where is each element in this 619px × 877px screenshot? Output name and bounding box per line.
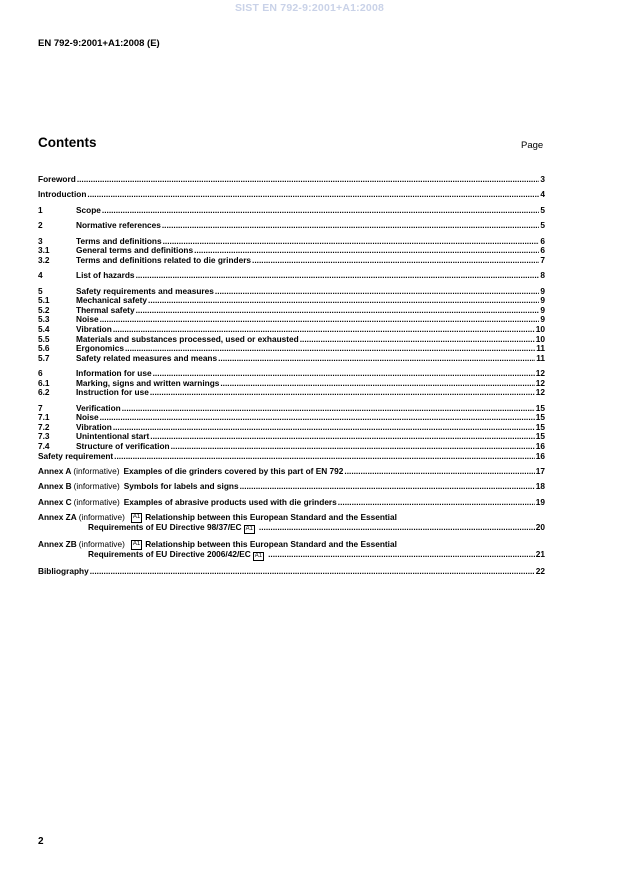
toc-page: 10 — [535, 323, 545, 334]
toc-page: 12 — [535, 368, 545, 379]
toc-page: 9 — [540, 314, 545, 325]
toc-entry-6-2[interactable] — [38, 388, 545, 398]
toc-entry-2[interactable] — [38, 221, 545, 231]
amendment-end-marker: A1 — [254, 552, 263, 559]
toc-title: Safety related measures and means — [76, 352, 218, 363]
toc-title-line2: Requirements of EU Directive 2006/42/EC — [88, 548, 251, 559]
toc-entry-5-3[interactable] — [38, 315, 545, 325]
leader-dots — [220, 379, 534, 389]
toc-number: 7.2 — [38, 421, 50, 432]
toc-number: 3 — [38, 235, 43, 246]
leader-dots — [150, 432, 534, 442]
toc-entry-annex-a[interactable] — [38, 467, 545, 477]
leader-dots — [136, 306, 540, 316]
leader-dots — [102, 206, 539, 216]
toc-entry-bibliography[interactable] — [38, 567, 545, 577]
toc-entry-7-1[interactable] — [38, 413, 545, 423]
toc-title: Vibration — [76, 421, 112, 432]
toc-entry-3-2[interactable] — [38, 256, 545, 266]
toc-entry-4[interactable] — [38, 271, 545, 281]
toc-title: Structure of verification — [76, 441, 170, 452]
toc-number: 6.1 — [38, 377, 50, 388]
toc-page: 11 — [536, 343, 545, 354]
toc-title: Scope — [76, 204, 101, 215]
toc-page: 15 — [535, 431, 545, 442]
toc-page: 9 — [540, 285, 545, 296]
toc-title: Information for use — [76, 368, 152, 379]
toc-page: 6 — [540, 235, 545, 246]
toc-title: Vibration — [76, 323, 112, 334]
leader-dots — [113, 423, 535, 433]
leader-dots — [252, 256, 539, 266]
amendment-end-marker: A1 — [245, 526, 253, 533]
toc-page: 20 — [535, 522, 545, 533]
toc-number: 7.1 — [38, 412, 50, 423]
toc-title-line2: Requirements of EU Directive 98/37/EC — [88, 522, 242, 533]
toc-page: 12 — [535, 387, 545, 398]
toc-entry-7[interactable] — [38, 404, 545, 414]
toc-page: 18 — [535, 481, 545, 492]
toc-page: 5 — [540, 204, 545, 215]
toc-entry-annex-b[interactable] — [38, 482, 545, 492]
toc-number: 1 — [38, 204, 43, 215]
toc-page: 6 — [540, 245, 545, 256]
toc-entry-annex-za[interactable] — [38, 513, 545, 534]
toc-number: 5.4 — [38, 323, 50, 334]
annex-type: (informative) — [73, 481, 120, 492]
toc-title: Safety requirements and measures — [76, 285, 214, 296]
annex-label: Annex C — [38, 496, 72, 507]
toc-page: 10 — [535, 333, 545, 344]
toc-page: 15 — [535, 421, 545, 432]
leader-dots — [338, 498, 535, 508]
toc-page: 11 — [536, 352, 545, 363]
toc-page: 15 — [535, 402, 545, 413]
toc-page: 22 — [535, 565, 545, 576]
toc-number: 5.2 — [38, 304, 50, 315]
annex-label: Annex ZB — [38, 539, 77, 550]
table-of-contents — [38, 175, 545, 576]
leader-dots — [162, 221, 540, 231]
toc-number: 7 — [38, 402, 43, 413]
document-id: EN 792-9:2001+A1:2008 (E) — [38, 38, 160, 49]
leader-dots — [114, 452, 535, 462]
amendment-start-marker: A1 — [131, 513, 142, 523]
toc-page: 17 — [535, 466, 545, 477]
toc-number: 7.3 — [38, 431, 50, 442]
toc-page: 9 — [540, 295, 545, 306]
toc-title: Examples of abrasive products used with die grinders — [123, 496, 337, 507]
toc-page: 4 — [540, 189, 545, 200]
toc-title: Normative references — [76, 220, 161, 231]
toc-title-line1: Relationship between this European Standard and the Essential — [145, 512, 397, 523]
leader-dots — [215, 287, 539, 297]
toc-number: 2 — [38, 220, 43, 231]
toc-number: 5.3 — [38, 314, 50, 325]
annex-label: Annex B — [38, 481, 72, 492]
toc-entry-safety-requirement[interactable] — [38, 452, 545, 462]
leader-dots — [344, 467, 534, 477]
toc-title-line1: Relationship between this European Standard and the Essential — [145, 539, 397, 550]
toc-page: 16 — [535, 450, 545, 461]
leader-dots — [136, 271, 540, 281]
contents-title: Contents — [38, 135, 97, 150]
leader-dots — [171, 442, 535, 452]
toc-title: Terms and definitions — [76, 235, 162, 246]
toc-title: Mechanical safety — [76, 295, 148, 306]
toc-title: Foreword — [38, 174, 76, 184]
toc-title: Unintentional start — [76, 431, 150, 442]
toc-number: 5.6 — [38, 343, 50, 354]
toc-entry-annex-c[interactable] — [38, 498, 545, 508]
toc-title: Ergonomics — [76, 343, 124, 354]
toc-entry-foreword[interactable] — [38, 175, 545, 185]
toc-number: 5.7 — [38, 352, 50, 363]
leader-dots — [77, 175, 540, 185]
leader-dots — [259, 523, 535, 533]
annex-type: (informative) — [73, 496, 120, 507]
leader-dots — [90, 567, 535, 577]
annex-label: Annex A — [38, 466, 72, 477]
toc-title: Noise — [76, 412, 99, 423]
leader-dots — [100, 315, 540, 325]
toc-title: Safety requirement — [38, 450, 114, 461]
toc-page: 5 — [540, 220, 545, 231]
toc-number: 6.2 — [38, 387, 50, 398]
amendment-start-marker: A1 — [131, 540, 142, 550]
leader-dots — [148, 296, 539, 306]
toc-entry-introduction[interactable] — [38, 190, 545, 200]
toc-number: 5.5 — [38, 333, 50, 344]
leader-dots — [300, 335, 535, 345]
toc-title: Noise — [76, 314, 99, 325]
toc-number: 6 — [38, 368, 43, 379]
toc-page: 8 — [540, 270, 545, 281]
toc-title: General terms and definitions — [76, 245, 194, 256]
page-number: 2 — [38, 836, 44, 847]
toc-title: List of hazards — [76, 270, 135, 281]
annex-type: (informative) — [73, 466, 120, 477]
toc-entry-5-7[interactable] — [38, 354, 545, 364]
leader-dots — [122, 404, 535, 414]
toc-title: Marking, signs and written warnings — [76, 377, 220, 388]
toc-number: 3.2 — [38, 254, 50, 265]
leader-dots — [100, 413, 535, 423]
toc-page: 21 — [535, 548, 545, 559]
leader-dots — [163, 237, 540, 247]
toc-number: 7.4 — [38, 441, 50, 452]
leader-dots — [150, 388, 535, 398]
toc-number: 5 — [38, 285, 43, 296]
toc-title: Materials and substances processed, used or exhausted — [76, 333, 299, 344]
toc-page: 16 — [535, 441, 545, 452]
leader-dots — [268, 550, 535, 560]
toc-number: 3.1 — [38, 245, 50, 256]
annex-type: (informative) — [78, 539, 125, 550]
annex-type: (informative) — [78, 512, 125, 523]
page-column-label: Page — [521, 140, 544, 151]
toc-number: 4 — [38, 270, 43, 281]
leader-dots — [240, 482, 535, 492]
toc-page: 3 — [540, 174, 545, 184]
toc-page: 12 — [535, 377, 545, 388]
toc-number: 5.1 — [38, 295, 50, 306]
toc-page: 15 — [535, 412, 545, 423]
toc-title: Verification — [76, 402, 121, 413]
toc-entry-5-2[interactable] — [38, 306, 545, 316]
annex-label: Annex ZA — [38, 512, 77, 523]
toc-entry-1[interactable] — [38, 206, 545, 216]
leader-dots — [87, 190, 539, 200]
toc-page: 7 — [540, 254, 545, 265]
toc-title: Bibliography — [38, 565, 89, 576]
leader-dots — [218, 354, 535, 364]
toc-title: Instruction for use — [76, 387, 149, 398]
toc-page: 9 — [540, 304, 545, 315]
watermark: SIST EN 792-9:2001+A1:2008 — [234, 2, 385, 14]
toc-title: Thermal safety — [76, 304, 135, 315]
toc-entry-7-4[interactable] — [38, 442, 545, 452]
toc-title: Symbols for labels and signs — [123, 481, 239, 492]
toc-title: Terms and definitions related to die grinders — [76, 254, 252, 265]
toc-title: Examples of die grinders covered by this part of EN 792 — [123, 466, 344, 477]
toc-entry-annex-zb[interactable] — [38, 540, 545, 561]
toc-page: 19 — [535, 496, 545, 507]
toc-title: Introduction — [38, 189, 87, 200]
